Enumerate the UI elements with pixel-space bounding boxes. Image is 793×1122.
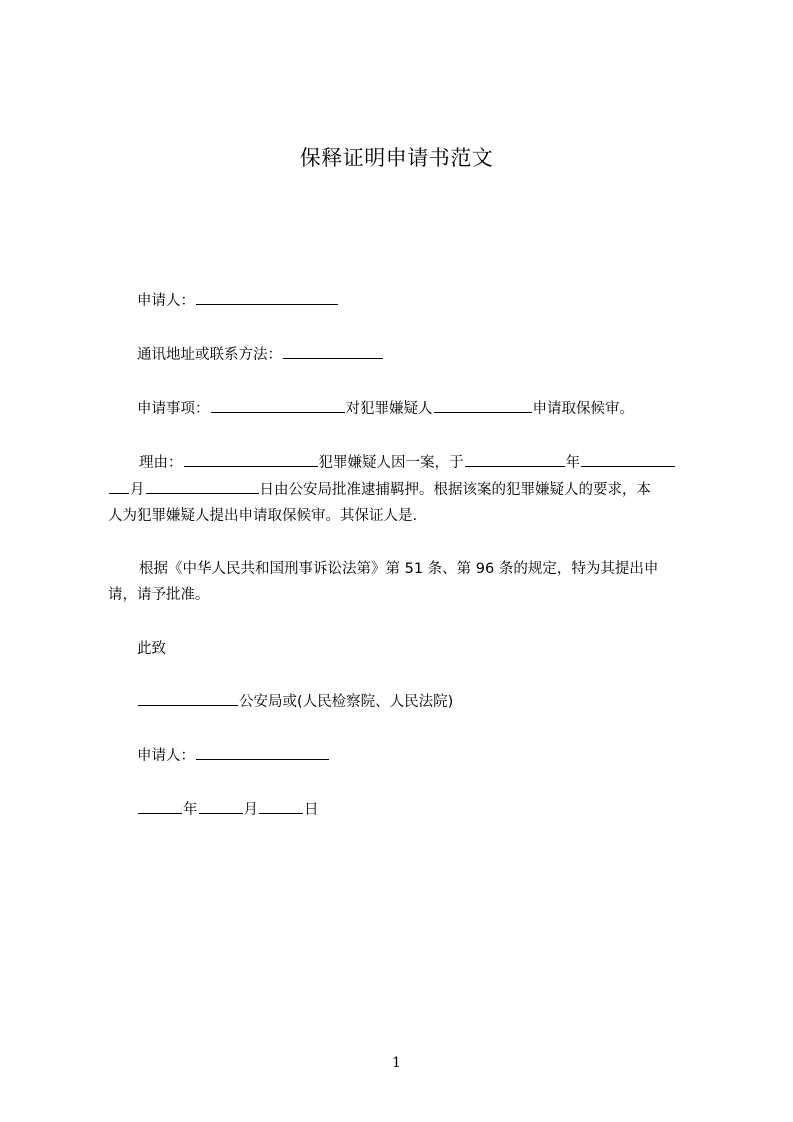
signature-line <box>108 743 731 769</box>
reason-day-blank[interactable] <box>146 479 259 494</box>
date-day-label: 日 <box>304 802 319 818</box>
reason-year-label: 年 <box>565 455 580 471</box>
suspect-name-blank[interactable] <box>434 398 532 413</box>
date-year-blank[interactable] <box>138 799 182 814</box>
contact-blank[interactable] <box>283 344 383 359</box>
reason-blank-3[interactable] <box>109 479 129 494</box>
reason-line-2 <box>108 477 702 503</box>
reason-text-1: 犯罪嫌疑人因一案，于 <box>318 455 464 471</box>
salutation: 此致 <box>137 641 166 657</box>
matter-end-text: 申请取保候审。 <box>532 401 634 417</box>
matter-label: 申请事项： <box>137 401 210 417</box>
reason-year-blank[interactable] <box>465 452 565 467</box>
reason-line-3: 人为犯罪嫌疑人提出申请取保候审。其保证人是. <box>108 508 418 524</box>
page-title: 保释证明申请书范文 <box>299 146 494 170</box>
reason-line-1 <box>108 450 733 476</box>
reason-label: 理由： <box>139 455 183 471</box>
applicant-line <box>108 288 731 314</box>
matter-blank-1[interactable] <box>211 398 345 413</box>
applicant-label: 申请人： <box>137 293 195 309</box>
contact-line <box>108 342 731 368</box>
basis-line-1: 根据《中华人民共和国刑事诉讼法第》第 51 条、第 96 条的规定，特为其提出申 <box>139 561 659 577</box>
date-year-label: 年 <box>183 802 198 818</box>
reason-text-2: 日由公安局批准逮捕羁押。根据该案的犯罪嫌疑人的要求，本 <box>259 482 651 498</box>
basis-line-2: 请，请予批准。 <box>108 587 210 603</box>
recipient-text: 公安局或(人民检察院、人民法院) <box>239 694 454 710</box>
reason-month-label: 月 <box>130 482 145 498</box>
date-day-blank[interactable] <box>259 799 303 814</box>
applicant-blank[interactable] <box>196 290 338 305</box>
date-month-blank[interactable] <box>199 799 243 814</box>
reason-blank-1[interactable] <box>184 452 318 467</box>
matter-middle-text: 对犯罪嫌疑人 <box>345 401 433 417</box>
signature-blank[interactable] <box>196 745 329 760</box>
recipient-blank[interactable] <box>138 691 238 706</box>
reason-blank-2[interactable] <box>581 452 675 467</box>
applicant-label-2: 申请人： <box>137 748 195 764</box>
page-number: 1 <box>392 1055 401 1071</box>
contact-label: 通讯地址或联系方法： <box>137 347 282 363</box>
recipient-line <box>108 689 731 715</box>
date-line <box>108 797 731 823</box>
date-month-label: 月 <box>243 802 258 818</box>
matter-line <box>108 396 731 422</box>
